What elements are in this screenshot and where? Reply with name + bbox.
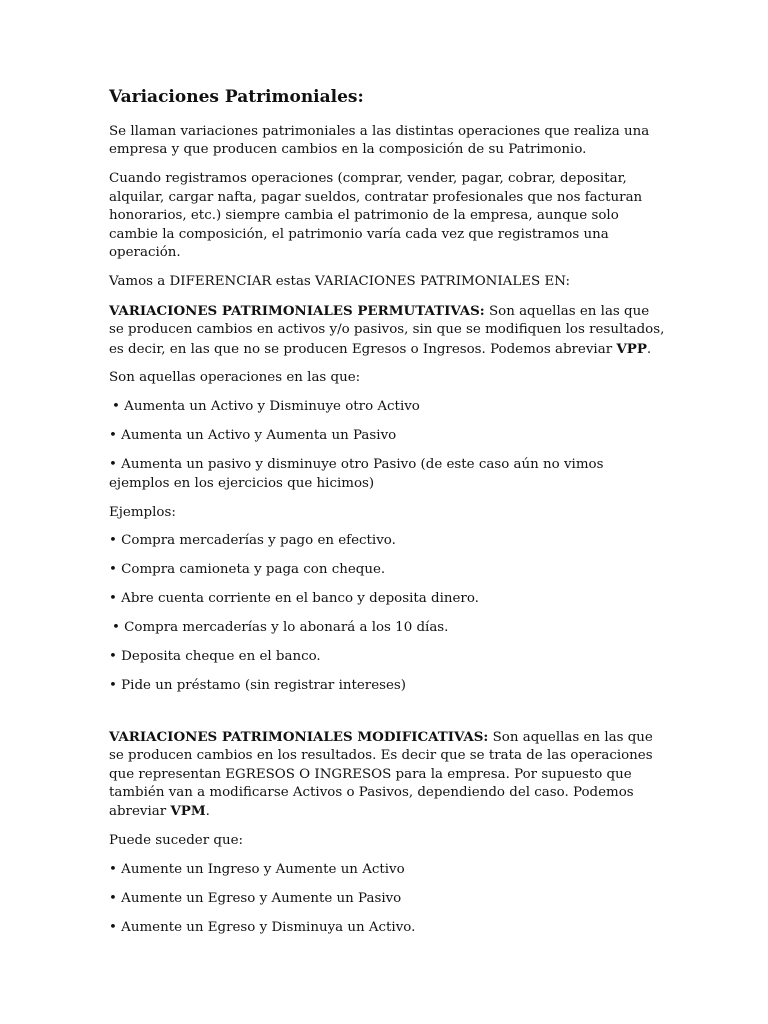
modificativas-text: Son aquellas en las que se producen cambios en los resultados. Es decir que se trata de las operaciones que representan EGRESOS O INGRESOS para la empresa. Por supuesto que también van a modificarse Activos o Pasivos, dependiendo del caso. Podemos abreviar [109,729,653,820]
list-item: • Abre cuenta corriente en el banco y deposita dinero. [109,591,479,607]
permutativas-heading: VARIACIONES PATRIMONIALES PERMUTATIVAS: [109,302,485,319]
modificativas-heading: VARIACIONES PATRIMONIALES MODIFICATIVAS: [109,728,489,745]
permutativas-abbr: VPP [616,340,647,357]
list-item: • Aumenta un Activo y Aumenta un Pasivo [109,428,397,444]
permutativas-text: Son aquellas en las que se producen cambios en activos y/o pasivos, sin que se modifiquen los resultados, es decir, en las que no se producen Egresos o Ingresos. Podemos abreviar [109,303,665,357]
modificativas-paragraph [109,728,668,822]
list-item: • Compra mercaderías y pago en efectivo. [109,533,396,549]
examples-label: Ejemplos: [109,504,176,520]
intro-paragraph: Se llaman variaciones patrimoniales a las distintas operaciones que realiza una empresa y que producen cambios en la composición de su Patrimonio. [109,124,650,158]
permutativas-ops-intro: Son aquellas operaciones en las que: [109,370,361,386]
differentiate-paragraph: Vamos a DIFERENCIAR estas VARIACIONES PATRIMONIALES EN: [109,273,570,289]
list-item: • Compra camioneta y paga con cheque. [109,562,386,578]
list-item: • Compra mercaderías y lo abonará a los 10 días. [112,620,449,636]
section-spacer [109,706,668,728]
modificativas-abbr: VPM [170,803,206,820]
list-item: • Aumente un Egreso y Disminuya un Activo. [109,920,416,936]
list-item: • Pide un préstamo (sin registrar intereses) [109,677,407,693]
modificativas-end: . [205,804,210,820]
permutativas-end: . [646,341,652,357]
permutativas-paragraph [109,302,668,359]
list-item: • Aumente un Egreso y Aumente un Pasivo [109,891,402,907]
page-title: Variaciones Patrimoniales: [109,87,364,107]
list-item: • Aumenta un pasivo y disminuye otro Pasivo (de este caso aún no vimos ejemplos en los ejercicios que hicimos) [109,457,604,491]
register-paragraph: Cuando registramos operaciones (comprar, vender, pagar, cobrar, depositar, alquilar, cargar nafta, pagar sueldos, contratar profesionales que nos facturan honorarios, etc.) siempre cambia el patrimonio de la empresa, aunque solo cambie la composición, el patrimonio varía cada vez que registramos una operación. [109,171,643,260]
list-item: • Deposita cheque en el banco. [109,649,321,665]
modificativas-ops-intro: Puede suceder que: [109,833,244,849]
list-item: • Aumente un Ingreso y Aumente un Activo [109,862,405,878]
list-item: • Aumenta un Activo y Disminuye otro Activo [112,399,420,415]
